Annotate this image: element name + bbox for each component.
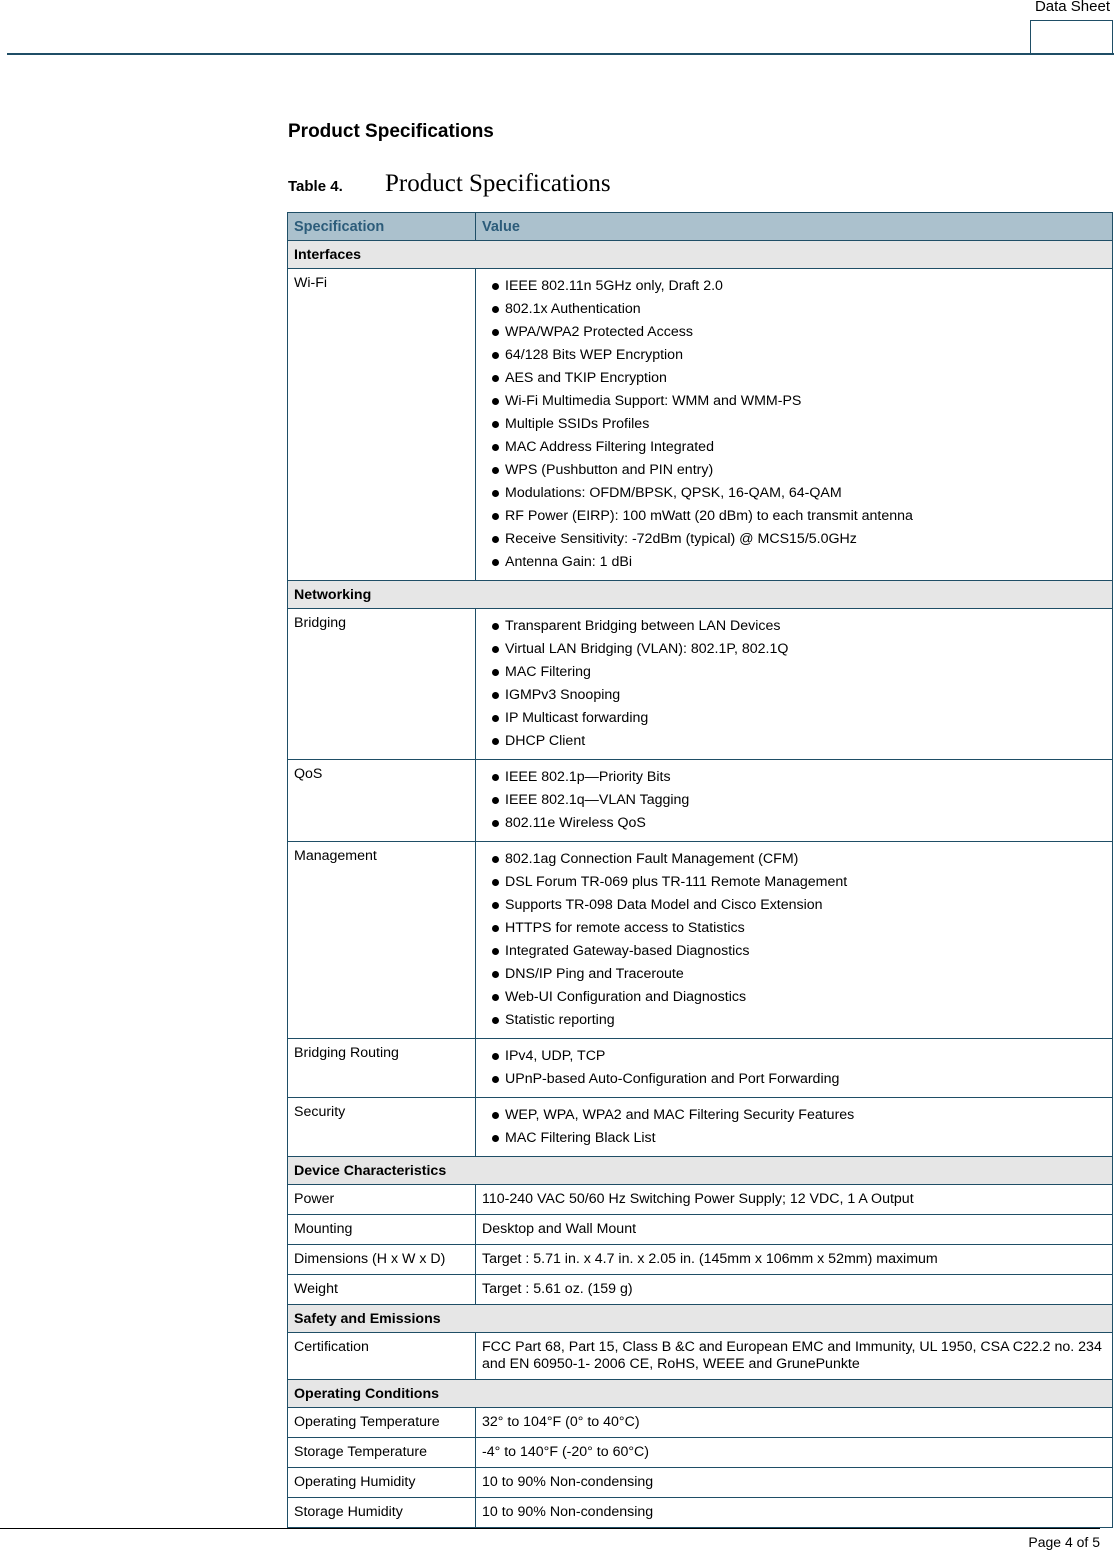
spec-value-list-cell [476, 1039, 1113, 1098]
table-row [288, 609, 1113, 760]
table-group-row [288, 241, 1113, 269]
bullet-item: Statistic reporting [492, 1009, 1106, 1032]
bullet-list [482, 848, 1106, 1032]
spec-value-list-cell [476, 1098, 1113, 1157]
bullet-item: Wi-Fi Multimedia Support: WMM and WMM-PS [492, 390, 1106, 413]
table-row [288, 1245, 1113, 1275]
table-row [288, 1438, 1113, 1468]
bullet-item: Multiple SSIDs Profiles [492, 413, 1106, 436]
spec-value-cell: FCC Part 68, Part 15, Class B &C and European EMC and Immunity, UL 1950, CSA C22.2 no. 234 and EN 60950-1- 2006 CE, RoHS, WEEE and GrunePunkte [476, 1333, 1113, 1380]
table-group-title: Device Characteristics [288, 1157, 1113, 1185]
spec-name-cell: Power [288, 1185, 476, 1215]
bullet-item: IEEE 802.1q—VLAN Tagging [492, 789, 1106, 812]
table-row [288, 1098, 1113, 1157]
table-group-row [288, 1380, 1113, 1408]
table-row [288, 1333, 1113, 1380]
bullet-item: Modulations: OFDM/BPSK, QPSK, 16-QAM, 64-QAM [492, 482, 1106, 505]
bullet-item: AES and TKIP Encryption [492, 367, 1106, 390]
spec-value-cell: 10 to 90% Non-condensing [476, 1498, 1113, 1528]
spec-name-cell: Weight [288, 1275, 476, 1305]
spec-value-list-cell [476, 609, 1113, 760]
table-row [288, 1039, 1113, 1098]
bullet-item: IGMPv3 Snooping [492, 684, 1106, 707]
spec-name-cell: Mounting [288, 1215, 476, 1245]
bullet-item: HTTPS for remote access to Statistics [492, 917, 1106, 940]
table-row [288, 1185, 1113, 1215]
bullet-item: MAC Filtering Black List [492, 1127, 1106, 1150]
table-group-row [288, 1305, 1113, 1333]
header-box [1030, 20, 1113, 53]
table-row [288, 760, 1113, 842]
table-group-row [288, 581, 1113, 609]
table-header-row [288, 213, 1113, 241]
section-title: Product Specifications [288, 121, 494, 142]
document-type-label: Data Sheet [1034, 0, 1110, 15]
table-body [288, 241, 1113, 1528]
bullet-item: UPnP-based Auto-Configuration and Port Forwarding [492, 1068, 1106, 1091]
table-caption-label: Table 4. [288, 178, 343, 195]
bullet-list [482, 1045, 1106, 1091]
column-header-specification: Specification [288, 213, 476, 241]
footer-rule [0, 1528, 1100, 1529]
bullet-item: IPv4, UDP, TCP [492, 1045, 1106, 1068]
table-row [288, 1468, 1113, 1498]
bullet-item: IP Multicast forwarding [492, 707, 1106, 730]
bullet-item: Antenna Gain: 1 dBi [492, 551, 1106, 574]
bullet-item: WPA/WPA2 Protected Access [492, 321, 1106, 344]
bullet-item: MAC Filtering [492, 661, 1106, 684]
spec-value-cell: 10 to 90% Non-condensing [476, 1468, 1113, 1498]
bullet-item: 802.1x Authentication [492, 298, 1106, 321]
table-row [288, 269, 1113, 581]
spec-value-list-cell [476, 842, 1113, 1039]
spec-value-cell: Desktop and Wall Mount [476, 1215, 1113, 1245]
bullet-list [482, 1104, 1106, 1150]
spec-value-cell: -4° to 140°F (-20° to 60°C) [476, 1438, 1113, 1468]
column-header-value: Value [476, 213, 1113, 241]
bullet-item: 64/128 Bits WEP Encryption [492, 344, 1106, 367]
bullet-item: Receive Sensitivity: -72dBm (typical) @ MCS15/5.0GHz [492, 528, 1106, 551]
table-group-title: Operating Conditions [288, 1380, 1113, 1408]
table-group-title: Interfaces [288, 241, 1113, 269]
spec-name-cell: Bridging Routing [288, 1039, 476, 1098]
bullet-item: DSL Forum TR-069 plus TR-111 Remote Management [492, 871, 1106, 894]
bullet-item: 802.1ag Connection Fault Management (CFM) [492, 848, 1106, 871]
bullet-item: IEEE 802.1p—Priority Bits [492, 766, 1106, 789]
header-rule [7, 53, 1114, 55]
table-row [288, 1275, 1113, 1305]
bullet-list [482, 766, 1106, 835]
table-caption [288, 170, 611, 198]
table-row [288, 1215, 1113, 1245]
bullet-item: RF Power (EIRP): 100 mWatt (20 dBm) to each transmit antenna [492, 505, 1106, 528]
bullet-item: Supports TR-098 Data Model and Cisco Extension [492, 894, 1106, 917]
spec-name-cell: Certification [288, 1333, 476, 1380]
spec-name-cell: Bridging [288, 609, 476, 760]
table-group-row [288, 1157, 1113, 1185]
spec-value-cell: Target : 5.71 in. x 4.7 in. x 2.05 in. (145mm x 106mm x 52mm) maximum [476, 1245, 1113, 1275]
bullet-list [482, 275, 1106, 574]
spec-value-cell: 110-240 VAC 50/60 Hz Switching Power Supply; 12 VDC, 1 A Output [476, 1185, 1113, 1215]
spec-name-cell: Wi-Fi [288, 269, 476, 581]
page-number: Page 4 of 5 [1028, 1534, 1100, 1550]
bullet-item: WEP, WPA, WPA2 and MAC Filtering Security Features [492, 1104, 1106, 1127]
spec-name-cell: Dimensions (H x W x D) [288, 1245, 476, 1275]
spec-value-cell: 32° to 104°F (0° to 40°C) [476, 1408, 1113, 1438]
bullet-item: Web-UI Configuration and Diagnostics [492, 986, 1106, 1009]
table-row [288, 1408, 1113, 1438]
bullet-item: WPS (Pushbutton and PIN entry) [492, 459, 1106, 482]
spec-name-cell: Storage Temperature [288, 1438, 476, 1468]
spec-value-list-cell [476, 269, 1113, 581]
spec-name-cell: Storage Humidity [288, 1498, 476, 1528]
bullet-item: DHCP Client [492, 730, 1106, 753]
spec-name-cell: Operating Temperature [288, 1408, 476, 1438]
spec-value-cell: Target : 5.61 oz. (159 g) [476, 1275, 1113, 1305]
spec-name-cell: Management [288, 842, 476, 1039]
bullet-item: DNS/IP Ping and Traceroute [492, 963, 1106, 986]
bullet-item: Virtual LAN Bridging (VLAN): 802.1P, 802.1Q [492, 638, 1106, 661]
bullet-list [482, 615, 1106, 753]
bullet-item: IEEE 802.11n 5GHz only, Draft 2.0 [492, 275, 1106, 298]
bullet-item: Integrated Gateway-based Diagnostics [492, 940, 1106, 963]
bullet-item: 802.11e Wireless QoS [492, 812, 1106, 835]
table-group-title: Safety and Emissions [288, 1305, 1113, 1333]
spec-value-list-cell [476, 760, 1113, 842]
specifications-table [287, 212, 1113, 1528]
bullet-item: MAC Address Filtering Integrated [492, 436, 1106, 459]
table-caption-text: Product Specifications [385, 170, 611, 197]
spec-name-cell: QoS [288, 760, 476, 842]
bullet-item: Transparent Bridging between LAN Devices [492, 615, 1106, 638]
spec-name-cell: Operating Humidity [288, 1468, 476, 1498]
table-row [288, 842, 1113, 1039]
table-group-title: Networking [288, 581, 1113, 609]
spec-name-cell: Security [288, 1098, 476, 1157]
table-row [288, 1498, 1113, 1528]
